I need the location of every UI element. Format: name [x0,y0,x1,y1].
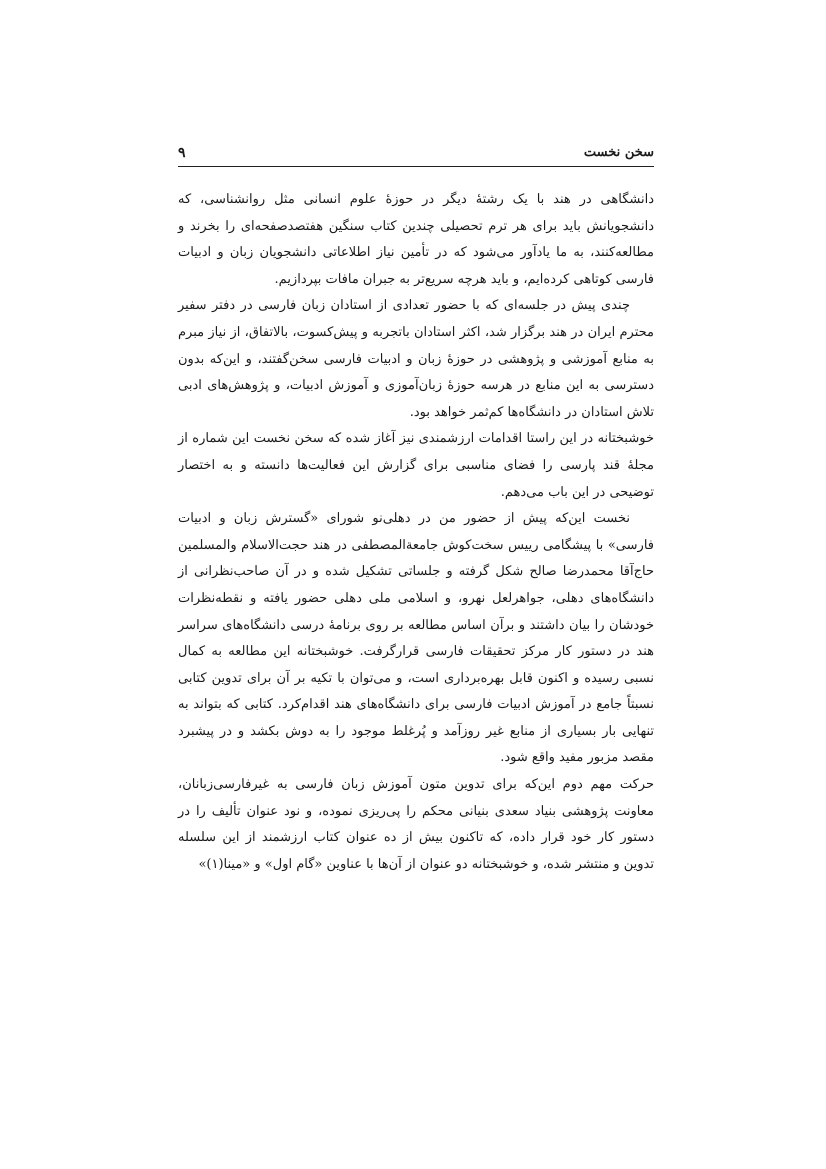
paragraph: نخست این‌که پیش از حضور من در دهلی‌نو شورای «گسترش زبان و ادبیات فارسی» با پیشگامی رییس سخت‌کوش جامعةالمصطفی در هند حجت‌الاسلام والمسلمین حاج‌آقا محمدرضا صالح شکل گرفته و جلساتی تشکیل شده و در آن صاحب‌نظرانی از دانشگاه‌های دهلی، جواهرلعل نهرو، و اسلامی ملی دهلی حضور یافته و نقطه‌نظرات خودشان را بیان داشتند و برآن اساس مطالعه بر روی برنامهٔ درسی دانشگاه‌های سراسر هند در دستور کار مرکز تحقیقات فارسی قرارگرفت. خوشبختانه این مطالعه به کمال نسبی رسیده و اکنون قابل بهره‌برداری است، و می‌توان با تکیه بر آن برای تدوین کتابی نسبتاً جامع در آموزش ادبیات فارسی برای دانشگاه‌های هند اقدام‌کرد. کتابی که بتواند به تنهایی بار بسیاری از منابع غیر روزآمد و پُرغلط موجود را به دوش بکشد و در پیشبرد مقصد مزبور مفید واقع شود. [178,511,654,766]
header-divider [178,166,654,167]
paragraph: چندی پیش در جلسه‌ای که با حضور تعدادی از استادان زبان فارسی در دفتر سفیر محترم ایران در هند برگزار شد، اکثر استادان باتجربه و پیش‌کسوت، بالاتفاق، از نیاز مبرم به منابع آموزشی و پژوهشی در حوزهٔ زبان و ادبیات فارسی سخن‌گفتند، و این‌که بدون دسترسی به این منابع در هرسه حوزهٔ زبان‌آموزی و آموزش ادبیات، و پژوهش‌های ادبی تلاش استادان در دانشگاه‌ها کم‌ثمر خواهد بود. [178,298,654,420]
paragraph: خوشبختانه در این راستا اقدامات ارزشمندی نیز آغاز شده که سخن نخست این شماره از مجلهٔ قند پارسی را فضای مناسبی برای گزارش این فعالیت‌ها دانسته و به اختصار توضیحی در این باب می‌دهم. [178,431,654,500]
body-text [178,187,654,878]
paragraph: حرکت مهم دوم این‌که برای تدوین متون آموزش زبان فارسی به غیرفارسی‌زبانان، معاونت پژوهشی بنیاد سعدی بنیانی محکم را پی‌ریزی نموده، و نود عنوان تألیف را در دستور کار خود قرار داده، که تاکنون بیش از ده عنوان کتاب ارزشمند از این سلسله تدوین و منتشر شده، و خوشبختانه دو عنوان از آن‌ها با عناوین «گام اول» و «مینا(۱)» [178,777,654,872]
paragraph: دانشگاهی در هند با یک رشتهٔ دیگر در حوزهٔ علوم انسانی مثل روانشناسی، که دانشجویانش باید برای هر ترم تحصیلی چندین کتاب سنگین هفتصدصفحه‌ای را بخرند و مطالعه‌کنند، به ما یادآور می‌شود که در تأمین نیاز اطلاعاتی دانشجویان زبان و ادبیات فارسی کوتاهی کرده‌ایم، و باید هرچه سریع‌تر به جبران مافات بپردازیم. [178,192,654,287]
page-number: ۹ [178,145,186,161]
section-title: سخن نخست [583,145,654,160]
running-header [178,143,654,165]
